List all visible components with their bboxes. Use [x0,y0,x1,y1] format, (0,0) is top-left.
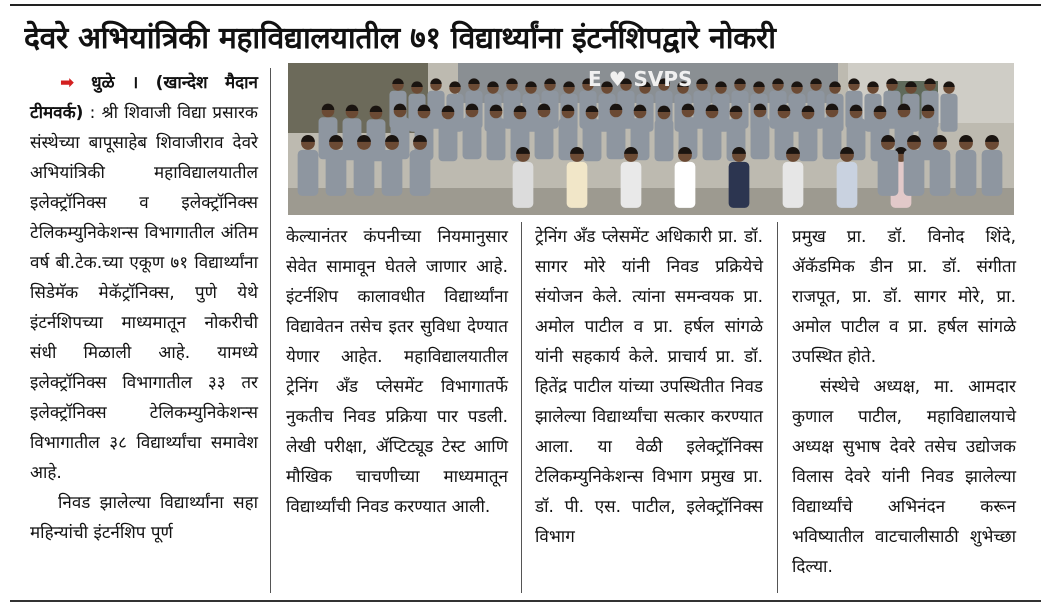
column-divider [521,222,522,593]
article-headline: देवरे अभियांत्रिकी महाविद्यालयातील ७१ विद्यार्थ्यांना इंटर्नशिपद्वारे नोकरी [24,21,776,56]
top-rule [10,4,1041,6]
person-figure [982,150,1003,196]
bottom-rule [10,600,1041,602]
paragraph: केल्यानंतर कंपनीच्या नियमानुसार सेवेत सामावून घेतले जाणार आहे. इंटर्नशिप कालावधीत विद्यार्थ्यांना विद्यावेतन तसेच इतर सुविधा देण्यात येणार आहेत. महाविद्यालयातील ट्रेनिंग अँड प्लेसमेंट विभागातर्फे नुकतीच निवड प्रक्रिया पार पडली. लेखी परीक्षा, ॲप्टिट्यूड टेस्ट आणि मौखिक चाचणीच्या माध्यमातून विद्यार्थ्यांची निवड करण्यात आली. [286,227,508,517]
paragraph: निवड झालेल्या विद्यार्थ्यांना सहा महिन्यांची इंटर्नशिप पूर्ण [30,493,258,543]
person-figure [783,162,804,208]
article-column-3 [535,222,763,552]
person-figure [487,118,506,160]
person-figure [799,119,818,161]
person-figure [823,117,842,159]
arrow-icon: ➡ [60,73,75,93]
person-figure [513,162,534,208]
person-figure [751,117,770,159]
dateline: धुळे । (खान्देश मैदान टीमवर्क) [30,73,258,123]
person-figure [703,118,722,160]
person-figure [729,162,750,208]
person-figure [583,119,602,161]
person-figure [930,150,951,196]
group-photo [288,63,1014,215]
person-figure [607,117,626,159]
person-figure [439,119,458,161]
article-column-1 [30,68,258,588]
column-divider [777,222,778,593]
paragraph: ट्रेनिंग अँड प्लेसमेंट अधिकारी प्रा. डॉ. सागर मोरे यांनी निवड प्रक्रियेचे संयोजन केले. त्यांना समन्वयक प्रा. अमोल पाटील व प्रा. हर्षल सांगळे यांनी सहकार्य केले. प्राचार्य प्रा. डॉ. हितेंद्र पाटील यांच्या उपस्थितीत निवड झालेल्या विद्यार्थ्यांचा सत्कार करण्यात आला. या वेळी इलेक्ट्रॉनिक्स टेलिकम्युनिकेशन्स विभाग प्रमुख प्रा. डॉ. पी. एस. पाटील, इलेक्ट्रॉनिक्स विभाग [535,227,763,547]
paragraph: श्री शिवाजी विद्या प्रसारक संस्थेच्या बापूसाहेब शिवाजीराव देवरे अभियांत्रिकी महाविद्यालयातील इलेक्ट्रॉनिक्स व इलेक्ट्रॉनिक्स टेलिकम्युनिकेशन्स विभागातील अंतिम वर्ष बी.टेक.च्या एकूण ७१ विद्यार्थ्यांना सिडेमॅक मेकॅट्रॉनिक्स, पुणे येथे इंटर्नशिपच्या माध्यमातून नोकरीची संधी मिळाली आहे. यामध्ये इलेक्ट्रॉनिक्स विभागातील ३३ तर इलेक्ट्रॉनिक्स टेलिकम्युनिकेशन्स विभागातील ३८ विद्यार्थ्यांचा समावेश आहे. [30,103,258,483]
person-figure [567,162,588,208]
article-column-4 [792,222,1016,582]
person-figure [940,94,957,132]
person-figure [904,150,925,196]
person-figure [382,150,403,196]
person-figure [675,162,696,208]
person-figure [878,150,899,196]
person-figure [410,150,431,196]
person-figure [837,162,858,208]
paragraph: संस्थेचे अध्यक्ष, मा. आमदार कुणाल पाटील, महाविद्यालयाचे अध्यक्ष सुभाष देवरे तसेच उद्योजक विलास देवरे यांनी निवड झालेल्या विद्यार्थ्यांचे अभिनंदन करून भविष्यातील वाटचालीसाठी शुभेच्छा दिल्या. [792,377,1016,577]
person-figure [535,117,554,159]
person-figure [326,150,347,196]
person-figure [655,119,674,161]
paragraph: प्रमुख प्रा. डॉ. विनोद शिंदे, ॲकॅडमिक डीन प्रा. डॉ. संगीता राजपूत, प्रा. डॉ. सागर मोरे, प्रा. अमोल पाटील व प्रा. हर्षल सांगळे उपस्थित होते. [792,227,1016,367]
photo-banner: E ♥ SVPS [588,67,693,91]
person-figure [298,150,319,196]
person-figure [621,162,642,208]
dateline-colon: : [83,103,102,123]
person-figure [354,150,375,196]
article-column-2 [286,222,508,522]
person-figure [956,150,977,196]
person-figure [463,117,482,159]
column-divider [270,68,271,593]
